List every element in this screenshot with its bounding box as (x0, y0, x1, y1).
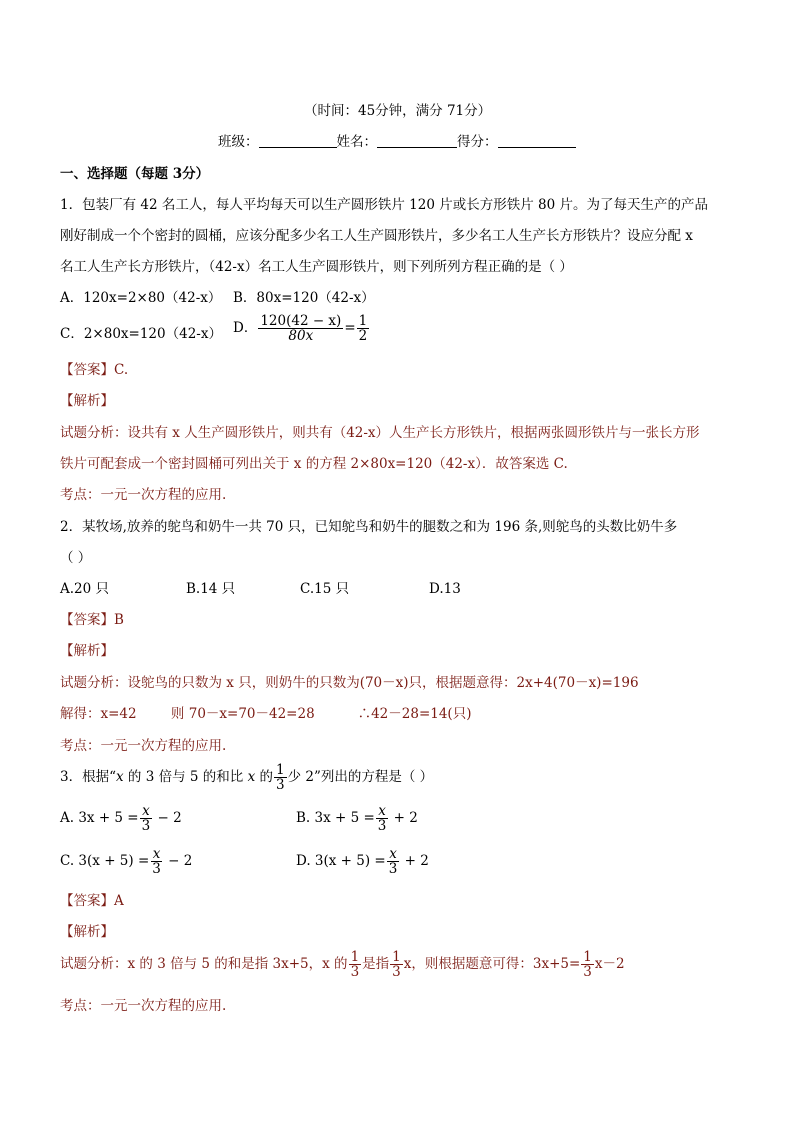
q1-option-d-fraction: $\frac{120(42 - x)}{80x}$ (260, 313, 342, 345)
q3-option-a: A. 3x + 5 = $\frac{x}{3}$ − 2 (60, 803, 182, 835)
section-title: 一、选择题（每题 3分） (60, 166, 210, 182)
q2-stem-line2: （ ） (60, 550, 92, 566)
name-blank[interactable] (377, 133, 457, 148)
q3-option-b: B. 3x + 5 = $\frac{x}{3}$ + 2 (296, 803, 418, 835)
q1-analysis-line2: 铁片可配套成一个密封圆桶可列出关于 x 的方程 2×80x=120（42-x）．故答案选 C. (60, 456, 568, 472)
q3-analysis-line1: 试题分析：x 的 3 倍与 5 的和是指 3x+5，x 的 $\frac{1}{3}$ 是指 $\frac{1}{3}$ x，则根据题意可得：3x+5= $\frac{1}{3}$ x－2 (60, 949, 625, 981)
q2-kaodian: 考点：一元一次方程的应用. (60, 738, 227, 754)
q2-stem-line1: 2．某牧场,放养的鸵鸟和奶牛一共 70 只，已知鸵鸟和奶牛的腿数之和为 196 条,则鸵鸟的头数比奶牛多 (60, 519, 678, 535)
q2-option-d: D.13 (429, 581, 461, 597)
q2-solution: 解得：x=42 则 70－x=70－42=28 ∴42－28=14(只) (60, 706, 472, 722)
q1-stem-line1: 1．包装厂有 42 名工人，每人平均每天可以生产圆形铁片 120 片或长方形铁片 80 片。为了每天生产的产品 (60, 197, 708, 213)
q3-stem: 3．根据“x 的 3 倍与 5 的和比 x 的 $\frac{1}{3}$ 少 2”列出的方程是（ ） (60, 762, 434, 794)
q1-option-c: C．2×80x=120（42-x） (60, 326, 222, 342)
q2-option-c: C.15 只 (300, 581, 350, 597)
time-info: （时间：45分钟，满分 71分） (304, 103, 492, 119)
student-info-row (218, 132, 576, 152)
q1-stem-line2: 刚好制成一个个密封的圆桶，应该分配多少名工人生产圆形铁片，多少名工人生产长方形铁片？设应分配 x (60, 228, 693, 244)
class-blank[interactable] (259, 133, 337, 148)
q2-option-b: B.14 只 (186, 581, 236, 597)
q3-option-c: C. 3(x + 5) = $\frac{x}{3}$ − 2 (60, 846, 193, 878)
q1-option-a: A．120x=2×80（42-x） (60, 290, 222, 306)
q1-option-d: D． $\frac{120(42 - x)}{80x}$ = $\frac{1}{2}$ (233, 313, 368, 345)
q1-stem-line3: 名工人生产长方形铁片，（42-x）名工人生产圆形铁片，则下列所列方程正确的是（ ） (60, 259, 573, 275)
q1-analysis-label: 【解析】 (60, 393, 114, 409)
class-label: 班级： (218, 134, 259, 150)
q1-option-b: B．80x=120（42-x） (233, 290, 375, 306)
q3-stem-fraction: $\frac{1}{3}$ (275, 762, 285, 794)
score-label: 得分： (457, 134, 498, 150)
score-blank[interactable] (498, 133, 576, 148)
q2-option-a: A.20 只 (60, 581, 110, 597)
q1-option-d-rhs-fraction: $\frac{1}{2}$ (358, 313, 368, 345)
name-label: 姓名： (336, 134, 377, 150)
q1-answer: 【答案】C. (60, 362, 129, 378)
q1-kaodian: 考点：一元一次方程的应用. (60, 487, 227, 503)
q2-analysis-line1: 试题分析：设鸵鸟的只数为 x 只，则奶牛的只数为(70－x)只，根据题意得：2x+4(70－x)=196 (60, 675, 639, 691)
q1-analysis-line1: 试题分析：设共有 x 人生产圆形铁片，则共有（42-x）人生产长方形铁片，根据两张圆形铁片与一张长方形 (60, 425, 700, 441)
q3-analysis-label: 【解析】 (60, 924, 114, 940)
q3-answer: 【答案】A (60, 893, 124, 909)
q2-answer: 【答案】B (60, 612, 124, 628)
q2-analysis-label: 【解析】 (60, 643, 114, 659)
q3-option-d: D. 3(x + 5) = $\frac{x}{3}$ + 2 (296, 846, 429, 878)
q3-kaodian: 考点：一元一次方程的应用. (60, 998, 227, 1014)
